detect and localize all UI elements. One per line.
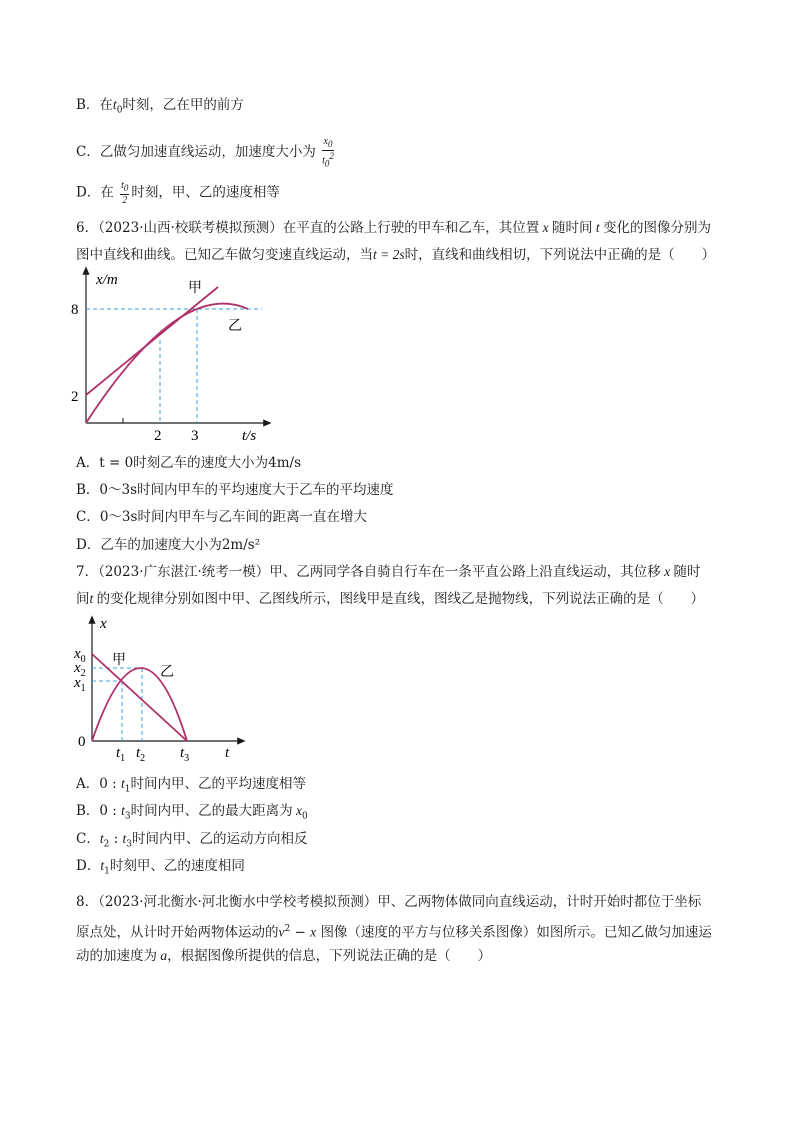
q6-option-a: A．t = 0时刻乙车的速度大小为4m/s xyxy=(76,455,302,471)
q7-y-tick-x1: $x_1$ xyxy=(74,675,86,694)
q6-curve-yi xyxy=(86,304,248,423)
q6-y-tick-2: 2 xyxy=(71,389,79,405)
q7-x-tick-t1: $t_1$ xyxy=(116,745,126,764)
q7-label-jia: 甲 xyxy=(112,653,126,668)
q8-stem-line1: 8．（2023·河北衡水·河北衡水中学校考模拟预测）甲、乙两物体做同向直线运动，计时开始时都位于坐标 xyxy=(76,894,702,910)
q6-graph xyxy=(70,268,270,443)
q6-stem-line1: 6．（2023·山西·校联考模拟预测）在平直的公路上行驶的甲车和乙车，其位置 x 随时间 t 变化的图像分别为 xyxy=(76,220,712,236)
q8-stem-line3: 动的加速度为 a，根据图像所提供的信息，下列说法正确的是（ ） xyxy=(76,948,492,964)
q7-y-tick-x0: $x_0$ xyxy=(74,646,86,665)
q7-y-label: x xyxy=(100,616,107,632)
q6-label-yi: 乙 xyxy=(228,319,242,334)
q6-x-tick-2: 2 xyxy=(154,428,162,444)
q7-stem-line2: 间t 的变化规律分别如图中甲、乙图线所示，图线甲是直线，图线乙是抛物线，下列说法正确的是（ ） xyxy=(76,591,705,607)
q6-option-c: C．0～3s时间内甲车与乙车间的距离一直在增大 xyxy=(76,509,367,525)
q5-option-c: C．乙做匀加速直线运动，加速度大小为 $\frac{x_0}{t_0^2}$ xyxy=(76,136,334,169)
q7-option-d: D．$t_1$时刻甲、乙的速度相同 xyxy=(76,858,245,877)
q7-y-tick-x2: $x_2$ xyxy=(74,660,86,679)
q7-label-yi: 乙 xyxy=(160,665,174,680)
q7-x-tick-t3: $t_3$ xyxy=(180,745,190,764)
q5-option-b: B．在$t_0$时刻，乙在甲的前方 xyxy=(76,97,244,116)
q7-option-b: B．0 : $t_3$时间内甲、乙的最大距离为 $x_0$ xyxy=(76,803,308,822)
q7-option-a: A．0 : $t_1$时间内甲、乙的平均速度相等 xyxy=(76,776,306,795)
q6-y-tick-8: 8 xyxy=(71,302,79,318)
q6-option-d: D．乙车的加速度大小为2m/s² xyxy=(76,537,261,553)
q6-x-tick-3: 3 xyxy=(191,428,199,444)
q7-option-c: C．$t_2$ : $t_3$时间内甲、乙的运动方向相反 xyxy=(76,831,308,850)
fraction-t0-over-2: $\frac{t_0}{2}$ xyxy=(121,180,129,206)
fraction-x0-over-t0sq: $\frac{x_0}{t_0^2}$ xyxy=(322,136,334,169)
q8-stem-line2: 原点处，从计时开始两物体运动的$v^2 - x$ 图像（速度的平方与位移关系图像）如图所示。已知乙做匀加速运 xyxy=(76,924,712,941)
q6-label-jia: 甲 xyxy=(188,281,202,296)
q6-y-label: x/m xyxy=(96,272,118,288)
q5-option-d: D．在 $\frac{t_0}{2}$ 时刻，甲、乙的速度相等 xyxy=(76,180,280,206)
q6-stem-line2: 图中直线和曲线。已知乙车做匀变速直线运动，当t = 2s时，直线和曲线相切，下列说法中正确的是（ ） xyxy=(76,247,716,263)
q7-stem-line1: 7．（2023·广东湛江·统考一模）甲、乙两同学各自骑自行车在一条平直公路上沿直线运动，其位移 x 随时 xyxy=(76,564,701,580)
q6-x-label: t/s xyxy=(242,428,257,444)
q6-option-b: B．0～3s时间内甲车的平均速度大于乙车的平均速度 xyxy=(76,482,394,498)
q7-graph xyxy=(72,614,252,764)
q7-origin: 0 xyxy=(78,734,86,750)
q7-x-label: t xyxy=(225,745,230,761)
q7-x-tick-t2: $t_2$ xyxy=(136,745,146,764)
